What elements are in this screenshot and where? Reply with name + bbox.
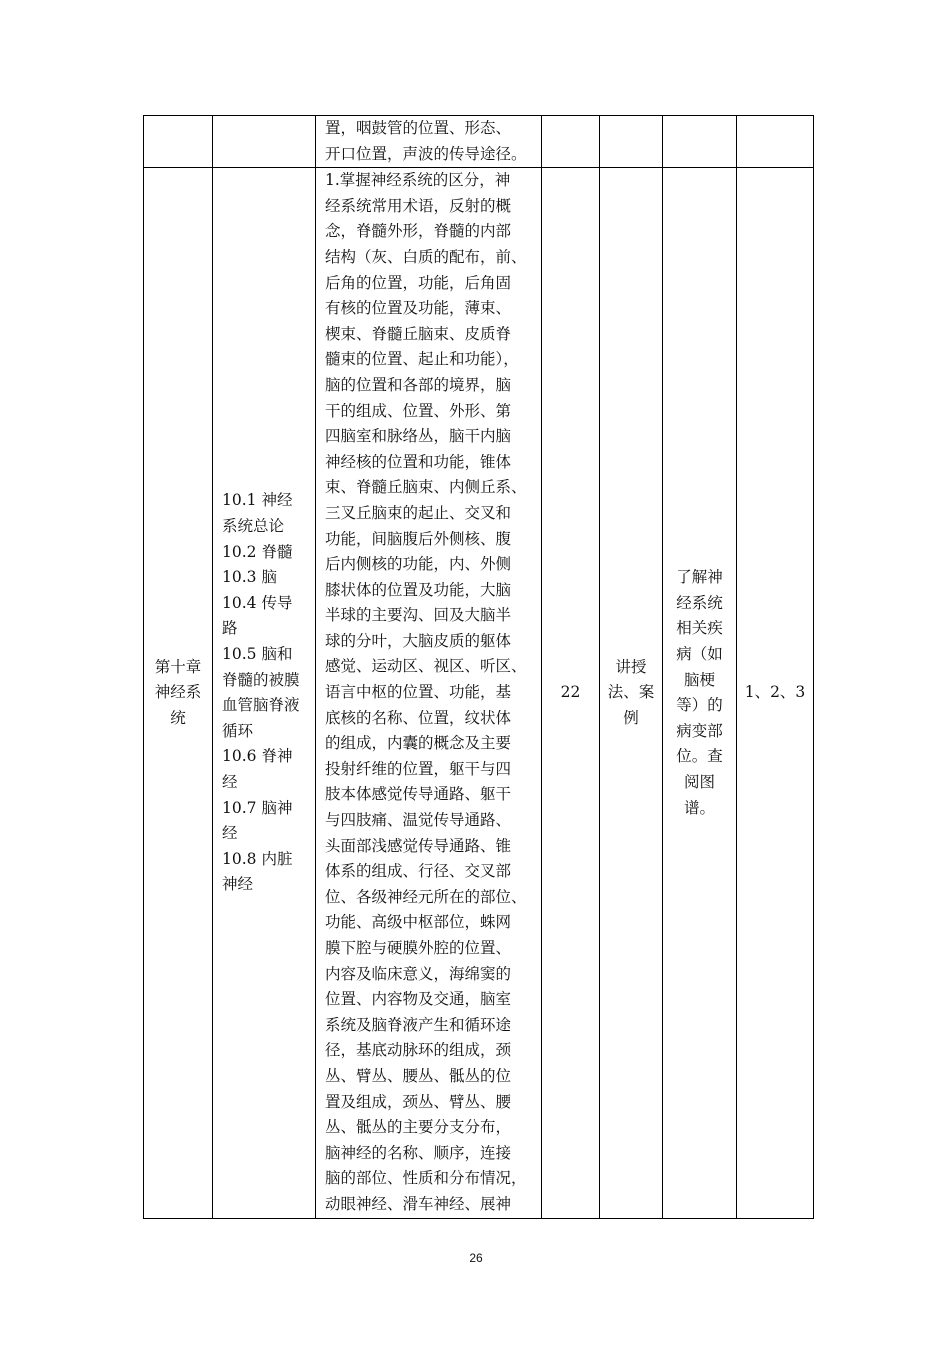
content-line: 语言中枢的位置、功能，基 (325, 683, 512, 702)
objectives-cell-empty (737, 116, 814, 168)
content-line: 膜下腔与硬膜外腔的位置、 (325, 939, 512, 957)
topics-cell-empty (213, 116, 316, 168)
aims-line: 脑梗 (683, 670, 715, 689)
content-line: 置及组成，颈丛、臂丛、腰 (325, 1092, 512, 1111)
content-line: 位、各级神经元所在的部位、 (325, 887, 527, 906)
topic-line: 经 (222, 824, 238, 843)
content-line: 干的组成、位置、外形、第 (325, 401, 512, 420)
content-line: 后角的位置，功能，后角固 (325, 273, 512, 292)
content-line: 位置、内容物及交通，脑室 (325, 990, 512, 1009)
content-line: 底核的名称、位置，纹状体 (325, 708, 512, 727)
content-line: 动眼神经、滑车神经、展神 (325, 1194, 512, 1213)
topic-line: 10.1 神经 (222, 491, 293, 510)
chapter-line: 神经系 (154, 683, 202, 702)
topic-line: 10.4 传导 (222, 593, 293, 612)
aims-line: 了解神 (676, 568, 723, 587)
content-line: 脑的部位、性质和分布情况， (325, 1169, 527, 1188)
content-line: 系统及脑脊液产生和循环途 (325, 1015, 512, 1034)
content-line: 置，咽鼓管的位置、形态、 (325, 119, 512, 137)
content-line: 体系的组成、行径、交叉部 (325, 862, 512, 881)
topic-line: 系统总论 (222, 517, 285, 536)
chapter-line: 统 (170, 708, 186, 727)
aims-line: 病（如 (676, 645, 723, 663)
content-line: 髓束的位置、起止和功能）， (325, 350, 519, 369)
content-line: 球的分叶，大脑皮质的躯体 (325, 631, 512, 650)
method-line: 例 (623, 708, 639, 727)
content-line: 束、脊髓丘脑束、内侧丘系、 (325, 478, 527, 497)
page-number: 26 (469, 1251, 483, 1265)
content-line: 有核的位置及功能，薄束、 (325, 299, 512, 318)
content-line: 开口位置，声波的传导途径。 (325, 144, 527, 163)
aims-cell (663, 168, 737, 1219)
content-line: 脑神经的名称、顺序，连接 (325, 1143, 512, 1162)
aims-line: 阅图 (683, 772, 715, 791)
content-line: 的组成，内囊的概念及主要 (325, 734, 512, 753)
topic-line: 10.7 脑神 (222, 798, 293, 817)
content-line: 肢本体感觉传导通路、躯干 (325, 785, 512, 804)
aims-line: 位。查 (676, 747, 723, 766)
method-line: 法、案 (607, 683, 655, 702)
aims-cell-empty (663, 116, 737, 168)
topic-line: 经 (222, 772, 238, 791)
topic-line: 脊髓的被膜 (222, 670, 300, 689)
content-line: 投射纤维的位置，躯干与四 (325, 759, 512, 778)
aims-line: 等）的 (676, 696, 723, 715)
content-line: 膝状体的位置及功能，大脑 (325, 580, 512, 599)
aims-line: 病变部 (676, 721, 723, 740)
table-row-chapter-10 (144, 168, 814, 1219)
content-line: 1.掌握神经系统的区分，神 (325, 171, 511, 190)
objectives-cell: 1、2、3 (737, 168, 814, 1219)
aims-line: 经系统 (676, 593, 723, 612)
topic-line: 神经 (222, 875, 254, 894)
content-line: 四脑室和脉络丛，脑干内脑 (325, 427, 512, 446)
method-cell-empty (600, 116, 663, 168)
content-line: 半球的主要沟、回及大脑半 (325, 606, 512, 625)
aims-line: 相关疾 (676, 619, 723, 638)
topic-line: 循环 (222, 721, 254, 740)
syllabus-table (143, 115, 814, 1219)
content-line: 功能，间脑腹后外侧核、腹 (325, 529, 512, 548)
content-line: 后内侧核的功能，内、外侧 (325, 555, 512, 574)
method-line: 讲授 (615, 657, 647, 676)
content-line: 感觉、运动区、视区、听区、 (325, 657, 527, 676)
topic-line: 10.8 内脏 (222, 849, 293, 868)
chapter-cell-empty (144, 116, 213, 168)
topics-cell (213, 168, 316, 1219)
aims-line: 谱。 (683, 798, 715, 817)
method-cell (600, 168, 663, 1219)
chapter-line: 第十章 (154, 657, 202, 676)
topic-line: 10.6 脊神 (222, 747, 293, 766)
content-cell (316, 116, 542, 168)
content-line: 丛、骶丛的主要分支分布， (325, 1118, 512, 1137)
hours-cell-empty (542, 116, 600, 168)
content-line: 三叉丘脑束的起止、交叉和 (325, 503, 512, 522)
table-row-continued (144, 116, 814, 168)
content-line: 与四肢痛、温觉传导通路、 (325, 811, 512, 830)
content-cell (316, 168, 542, 1219)
topic-line: 血管脑脊液 (222, 696, 300, 715)
topic-line: 10.3 脑 (222, 568, 277, 587)
content-line: 内容及临床意义，海绵窦的 (325, 964, 512, 983)
content-line: 径，基底动脉环的组成，颈 (325, 1041, 512, 1060)
topic-line: 10.5 脑和 (222, 645, 293, 663)
content-line: 脑的位置和各部的境界，脑 (325, 375, 512, 394)
content-line: 头面部浅感觉传导通路、锥 (325, 836, 512, 855)
content-line: 神经核的位置和功能，锥体 (325, 452, 512, 471)
content-line: 念，脊髓外形，脊髓的内部 (325, 222, 512, 241)
content-line: 楔束、脊髓丘脑束、皮质脊 (325, 324, 512, 343)
content-line: 功能、高级中枢部位，蛛网 (325, 913, 512, 932)
hours-cell: 22 (542, 168, 600, 1219)
content-line: 结构（灰、白质的配布，前、 (325, 247, 527, 266)
topic-line: 10.2 脊髓 (222, 542, 293, 561)
content-line: 经系统常用术语，反射的概 (325, 196, 512, 215)
topic-line: 路 (222, 619, 238, 638)
content-line: 丛、臂丛、腰丛、骶丛的位 (325, 1066, 512, 1085)
chapter-cell (144, 168, 213, 1219)
